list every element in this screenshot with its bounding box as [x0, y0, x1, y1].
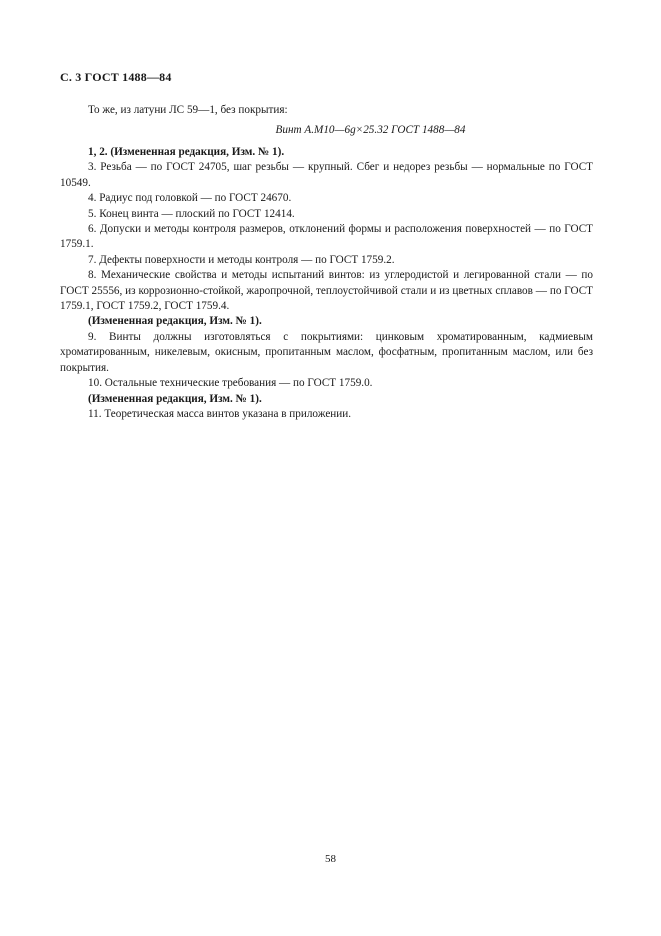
- requirement-item: 1, 2. (Измененная редакция, Изм. № 1).: [88, 146, 285, 158]
- screw-designation: Винт А.М10—6g×25.32 ГОСТ 1488—84: [275, 124, 466, 136]
- requirement-item: 6. Допуски и методы контроля размеров, отклонений формы и расположения поверхностей — по ГОСТ 1759.1.: [60, 223, 593, 251]
- requirement-item: 5. Конец винта — плоский по ГОСТ 12414.: [88, 207, 295, 220]
- requirement-item: (Измененная редакция, Изм. № 1).: [88, 315, 262, 328]
- requirement-item: 3. Резьба — по ГОСТ 24705, шаг резьбы — крупный. Сбег и недорез резьбы — нормальные по ГОСТ 10549.: [60, 161, 593, 189]
- intro-paragraph: То же, из латуни ЛС 59—1, без покрытия:: [88, 104, 288, 116]
- requirement-item: 9. Винты должны изготовляться с покрытиями: цинковым хроматированным, кадмиевым хроматированным, никелевым, окисным, пропитанным маслом, фосфатным, пропитанным маслом, или без покрытия.: [60, 330, 593, 374]
- intro-block: [60, 103, 593, 118]
- requirement-item: 4. Радиус под головкой — по ГОСТ 24670.: [88, 192, 292, 205]
- requirement-item: 10. Остальные технические требования — по ГОСТ 1759.0.: [88, 377, 373, 390]
- page-number: 58: [325, 853, 336, 865]
- requirement-item: 7. Дефекты поверхности и методы контроля — по ГОСТ 1759.2.: [88, 253, 395, 266]
- requirement-item: (Измененная редакция, Изм. № 1).: [88, 392, 262, 405]
- page-header: С. 3 ГОСТ 1488—84: [60, 70, 172, 84]
- requirement-item: 11. Теоретическая масса винтов указана в приложении.: [88, 407, 352, 420]
- requirement-item: 8. Механические свойства и методы испытаний винтов: из углеродистой и легированной стали — по ГОСТ 25556, из коррозионно-стойкой, жаропрочной, теплоустойчивой стали и из цветных сплавов — по ГОСТ 1759.1, ГОСТ 1759.2, ГОСТ 1759.4.: [60, 269, 593, 313]
- requirements-list: [60, 145, 593, 422]
